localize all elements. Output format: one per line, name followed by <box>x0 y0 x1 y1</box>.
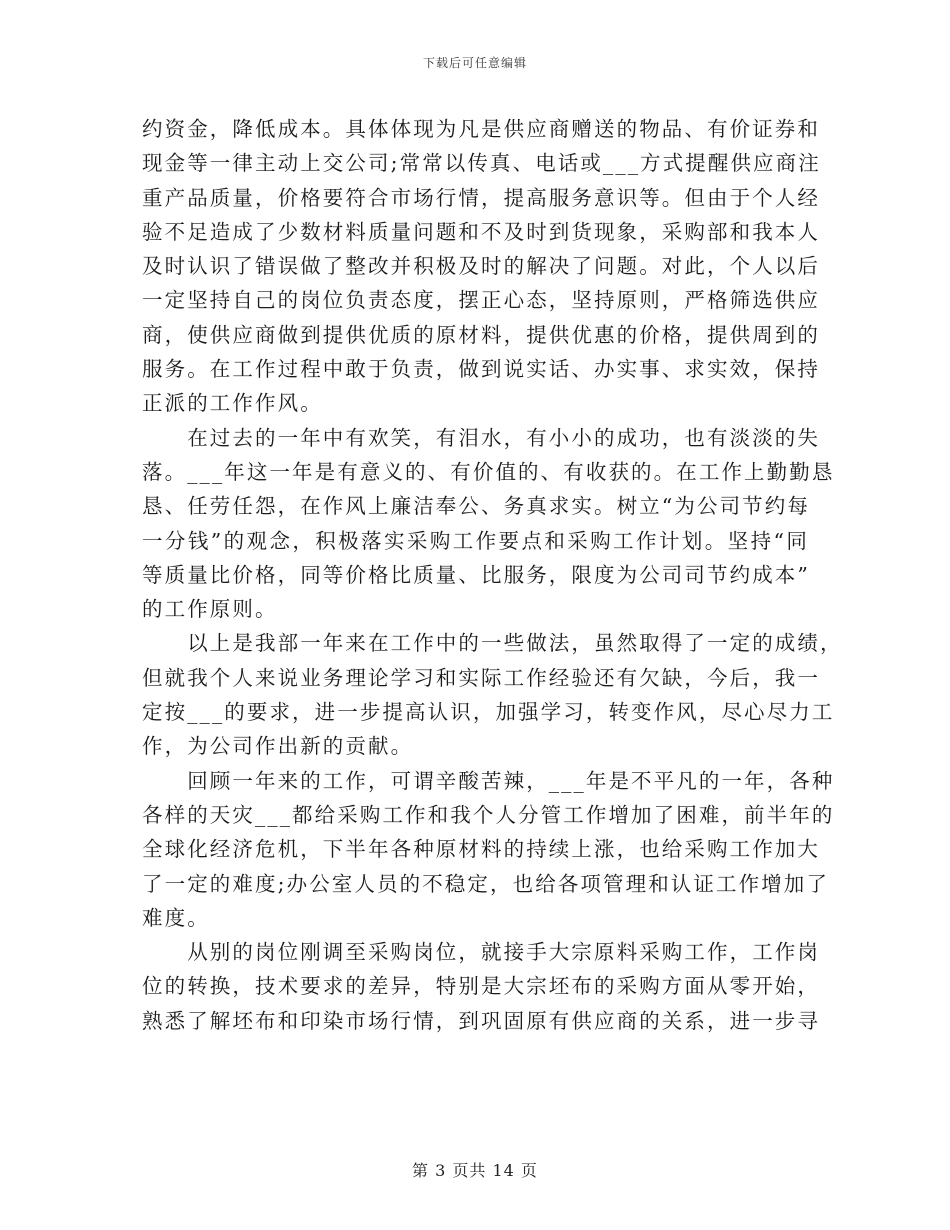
paragraph-line: 全球化经济危机，下半年各种原材料的持续上涨，也给采购工作加大 <box>142 837 820 862</box>
paragraph-line: 难度。 <box>142 905 210 930</box>
paragraph-3 <box>142 626 843 763</box>
paragraph-line: 商，使供应商做到提供优质的原材料，提供优惠的价格，提供周到的 <box>142 322 820 347</box>
paragraph-line: 现金等一律主动上交公司;常常以传真、电话或___方式提醒供应商注 <box>142 151 821 176</box>
paragraph-line: 恳、任劳任怨，在作风上廉洁奉公、务真求实。树立“为公司节约每 <box>142 494 810 519</box>
paragraph-line: 及时认识了错误做了整改并积极及时的解决了问题。对此，个人以后 <box>142 254 820 279</box>
paragraph-line: 等质量比价格，同等价格比质量、比服务，限度为公司司节约成本” <box>142 562 810 587</box>
paragraph-line: 作，为公司作出新的贡献。 <box>142 734 414 759</box>
paragraph-line: 位的转换，技术要求的差异，特别是大宗坯布的采购方面从零开始， <box>142 974 820 999</box>
paragraph-5 <box>142 935 820 1038</box>
paragraph-line: 回顾一年来的工作，可谓辛酸苦辣，___年是不平凡的一年，各种 <box>142 768 835 793</box>
paragraph-line: 服务。在工作过程中敢于负责，做到说实话、办实事、求实效，保持 <box>142 357 820 382</box>
paragraph-line: 了一定的难度;办公室人员的不稳定，也给各项管理和认证工作增加了 <box>142 871 830 896</box>
page-footer: 第 3 页共 14 页 <box>412 1161 538 1180</box>
paragraph-line: 一定坚持自己的岗位负责态度，摆正心态，坚持原则，严格筛选供应 <box>142 288 820 313</box>
paragraph-line: 从别的岗位刚调至采购岗位，就接手大宗原料采购工作，工作岗 <box>142 940 820 965</box>
paragraph-line: 约资金，降低成本。具体体现为凡是供应商赠送的物品、有价证券和 <box>142 117 820 141</box>
paragraph-line: 以上是我部一年来在工作中的一些做法，虽然取得了一定的成绩， <box>142 631 843 656</box>
paragraph-line: 定按___的要求，进一步提高认识，加强学习，转变作风，尽心尽力工 <box>142 700 835 725</box>
paragraph-line: 重产品质量，价格要符合市场行情，提高服务意识等。但由于个人经 <box>142 185 820 210</box>
document-body <box>142 112 843 1038</box>
paragraph-line: 落。___年这一年是有意义的、有价值的、有收获的。在工作上勤勤恳 <box>142 459 835 484</box>
paragraph-line: 的工作原则。 <box>142 597 278 622</box>
paragraph-line: 但就我个人来说业务理论学习和实际工作经验还有欠缺，今后，我一 <box>142 665 820 690</box>
paragraph-line: 正派的工作作风。 <box>142 391 323 416</box>
paragraph-line: 验不足造成了少数材料质量问题和不及时到货现象，采购部和我本人 <box>142 219 820 244</box>
paragraph-4 <box>142 764 835 935</box>
paragraph-line: 在过去的一年中有欢笑，有泪水，有小小的成功，也有淡淡的失 <box>142 425 820 450</box>
paragraph-line: 各样的天灾___都给采购工作和我个人分管工作增加了困难，前半年的 <box>142 802 835 827</box>
paragraph-line: 一分钱”的观念，积极落实采购工作要点和采购工作计划。坚持“同 <box>142 528 809 553</box>
paragraph-line: 熟悉了解坯布和印染市场行情，到巩固原有供应商的关系，进一步寻 <box>142 1008 820 1033</box>
paragraph-1 <box>142 112 821 421</box>
page-header: 下载后可任意编辑 <box>422 56 527 70</box>
paragraph-2 <box>142 421 835 627</box>
